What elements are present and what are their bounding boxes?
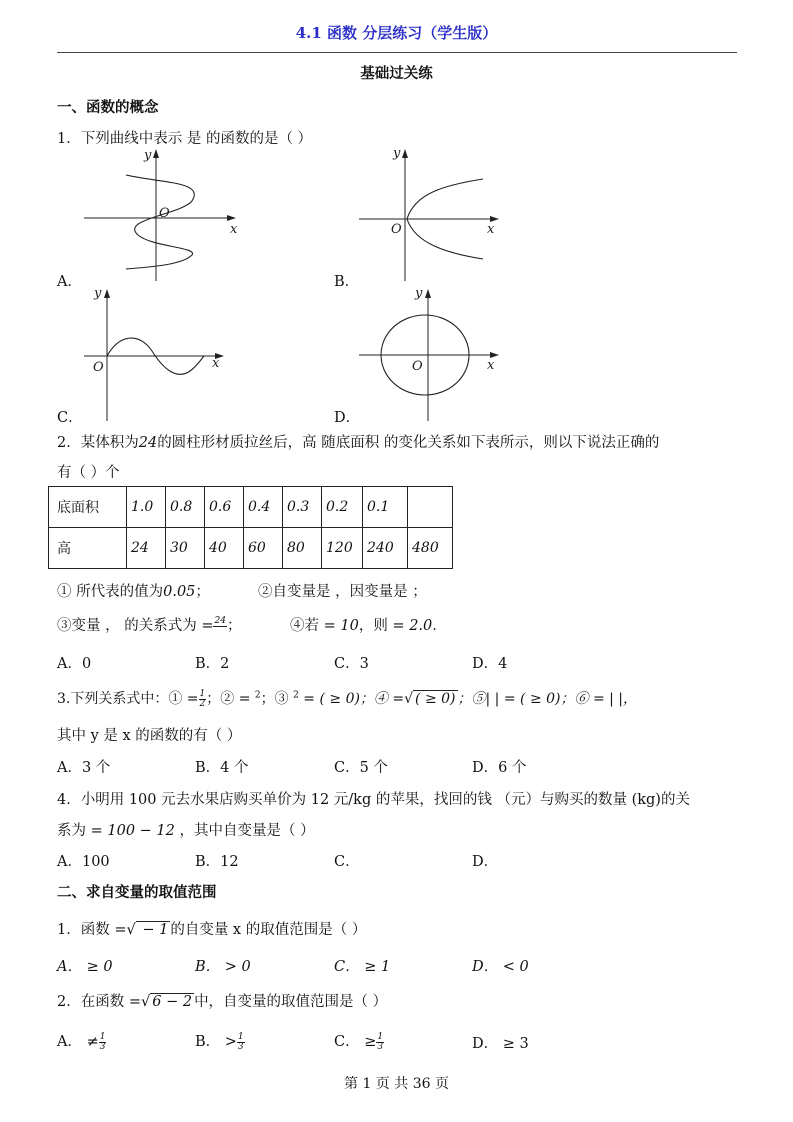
table-row bbox=[49, 528, 453, 569]
section1-title: 一、函数的概念 bbox=[57, 99, 159, 116]
s2-q1-option-b[interactable]: B． > 0 bbox=[195, 959, 251, 975]
q4-line1: 4．小明用 100 元去水果店购买单价为 12 元/kg 的苹果，找回的钱 （元）与购买的数量 (kg)的关 bbox=[57, 792, 690, 808]
s2-q1-option-d[interactable]: D． < 0 bbox=[472, 959, 529, 975]
graph-a bbox=[80, 143, 250, 283]
q2-stem-line2: 有（ ）个 bbox=[57, 465, 120, 481]
sqrt-sign: √ bbox=[126, 922, 136, 938]
q2-option-b[interactable]: B．2 bbox=[195, 656, 230, 672]
s2-q1-option-c[interactable]: C． ≥ 1 bbox=[334, 959, 391, 975]
q3-line1: 3.下列关系式中：① = $\frac{1}{2}$ ；② = $^2$；③ $^2$ = ( ≥ 0)；④ =√ ( ≥ 0) ；⑤| | = ( ≥ 0)；⑥ = | |， bbox=[57, 688, 638, 709]
s2-q2-option-c[interactable]: C． ≥ $\frac{1}{3}$ bbox=[334, 1031, 384, 1052]
table-cell: 30 bbox=[166, 528, 205, 569]
q2-statement-2: ②自变量是 ，因变量是 ； bbox=[258, 584, 427, 600]
graph-c bbox=[80, 283, 230, 423]
graph-b-y-label: y bbox=[393, 146, 401, 161]
graph-a-y-label: y bbox=[144, 148, 152, 163]
q1-option-d[interactable]: D． bbox=[334, 410, 361, 426]
section2-title: 二、求自变量的取值范围 bbox=[57, 884, 217, 901]
s2-q1-option-a[interactable]: A． ≥ 0 bbox=[57, 959, 113, 975]
graph-b-x-label: x bbox=[487, 222, 495, 237]
table-cell bbox=[408, 487, 453, 528]
table-cell: 0.4 bbox=[244, 487, 283, 528]
page-footer: 第 1 页 共 36 页 bbox=[344, 1076, 449, 1092]
table-cell: 0.8 bbox=[166, 487, 205, 528]
graph-a-origin-label: O bbox=[159, 206, 170, 221]
q4-option-d[interactable]: D． bbox=[472, 854, 499, 870]
q2-data-table bbox=[48, 486, 453, 569]
graph-c-y-label: y bbox=[94, 286, 102, 301]
q3-option-d[interactable]: D．6 个 bbox=[472, 760, 527, 776]
fraction: $\frac{1}{3}$ bbox=[377, 1031, 384, 1052]
q2-statement-1: ① 所代表的值为0.05； bbox=[57, 584, 210, 600]
graph-d-x-label: x bbox=[487, 358, 495, 373]
fraction: $\frac{1}{3}$ bbox=[237, 1031, 244, 1052]
table-row bbox=[49, 487, 453, 528]
q4-option-a[interactable]: A．100 bbox=[57, 854, 110, 870]
q3-line2: 其中 y 是 x 的函数的有（ ） bbox=[57, 728, 242, 744]
q4-line2: 系为 = 100 − 12 ，其中自变量是（ ） bbox=[57, 823, 315, 839]
q2-option-c[interactable]: C．3 bbox=[334, 656, 369, 672]
table-cell: 60 bbox=[244, 528, 283, 569]
page-header-title: 4.1 函数 分层练习（学生版） bbox=[295, 24, 498, 42]
table-cell: 0.3 bbox=[283, 487, 322, 528]
fraction: 24 bbox=[214, 615, 226, 626]
q4-option-b[interactable]: B．12 bbox=[195, 854, 239, 870]
fraction: $\frac{1}{2}$ bbox=[199, 688, 206, 709]
s2-q1-stem: 1．函数 =√ − 1 的自变量 x 的取值范围是（ ） bbox=[57, 922, 367, 938]
table-cell: 0.1 bbox=[363, 487, 408, 528]
q1-option-b[interactable]: B． bbox=[334, 274, 360, 290]
graph-c-x-label: x bbox=[212, 356, 220, 371]
table-cell: 0.6 bbox=[205, 487, 244, 528]
s2-q2-option-d[interactable]: D． ≥ 3 bbox=[472, 1036, 529, 1052]
s2-q2-option-b[interactable]: B． > $\frac{1}{3}$ bbox=[195, 1031, 244, 1052]
q3-option-a[interactable]: A．3 个 bbox=[57, 760, 111, 776]
table-cell: 240 bbox=[363, 528, 408, 569]
graph-d bbox=[355, 283, 505, 423]
table-cell: 120 bbox=[322, 528, 363, 569]
q2-statement-3: ③变量 ， 的关系式为 = 24 ； bbox=[57, 615, 242, 634]
table-cell: 底面积 bbox=[49, 487, 127, 528]
table-cell: 1.0 bbox=[127, 487, 166, 528]
table-cell: 高 bbox=[49, 528, 127, 569]
header-divider bbox=[57, 52, 737, 53]
q2-statement-4: ④若 = 10，则 = 2.0． bbox=[290, 618, 447, 634]
graph-b-origin-label: O bbox=[391, 222, 402, 237]
q2-stem-line1: 2．某体积为24的圆柱形材质拉丝后，高 随底面积 的变化关系如下表所示，则以下说法正确的 bbox=[57, 435, 660, 451]
q4-option-c[interactable]: C． bbox=[334, 854, 360, 870]
q3-option-b[interactable]: B．4 个 bbox=[195, 760, 249, 776]
table-cell: 0.2 bbox=[322, 487, 363, 528]
graph-d-origin-label: O bbox=[412, 359, 423, 374]
q1-stem: 1．下列曲线中表示 是 的函数的是（ ） bbox=[57, 131, 313, 147]
q3-option-c[interactable]: C．5 个 bbox=[334, 760, 388, 776]
graph-a-x-label: x bbox=[230, 222, 238, 237]
table-cell: 40 bbox=[205, 528, 244, 569]
table-cell: 24 bbox=[127, 528, 166, 569]
graph-c-origin-label: O bbox=[93, 360, 104, 375]
s2-q2-stem: 2．在函数 =√ 6 − 2 中，自变量的取值范围是（ ） bbox=[57, 994, 388, 1010]
graph-b bbox=[355, 143, 505, 283]
q2-option-a[interactable]: A．0 bbox=[57, 656, 92, 672]
graph-d-y-label: y bbox=[415, 286, 423, 301]
q1-option-a[interactable]: A． bbox=[57, 274, 82, 290]
table-cell: 480 bbox=[408, 528, 453, 569]
q2-option-d[interactable]: D．4 bbox=[472, 656, 508, 672]
table-cell: 80 bbox=[283, 528, 322, 569]
fraction: $\frac{1}{3}$ bbox=[99, 1031, 106, 1052]
level-title: 基础过关练 bbox=[360, 65, 433, 82]
sqrt-sign: √ bbox=[404, 691, 414, 707]
sqrt-sign: √ bbox=[140, 994, 151, 1010]
s2-q2-option-a[interactable]: A． ≠ $\frac{1}{3}$ bbox=[57, 1031, 106, 1052]
q1-option-c[interactable]: C． bbox=[57, 410, 83, 426]
